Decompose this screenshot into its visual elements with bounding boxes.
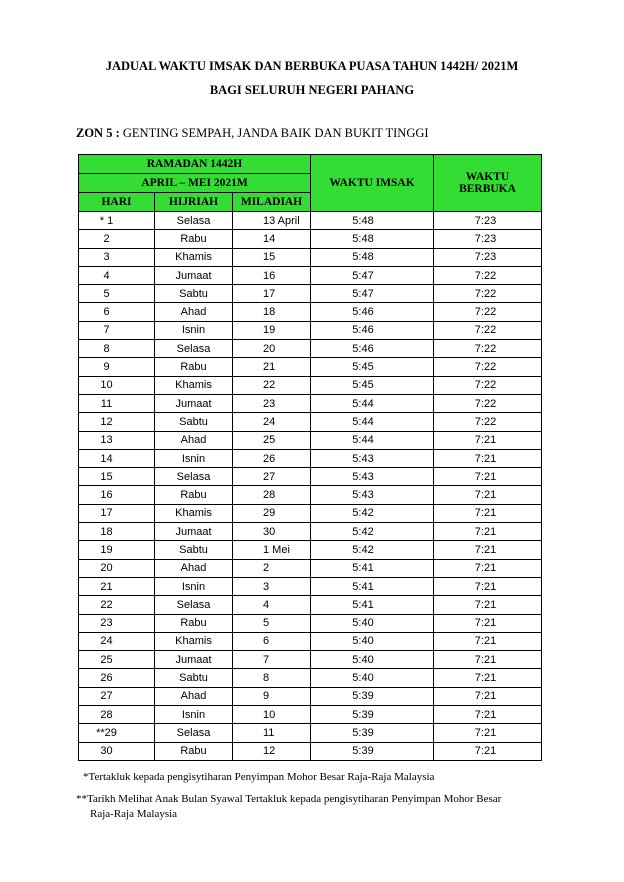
hijriah-cell: Jumaat: [155, 523, 233, 541]
zone-label: ZON 5 :: [76, 126, 120, 140]
table-row: [79, 468, 542, 486]
berbuka-cell: 7:22: [434, 303, 542, 321]
day-cell: 14: [79, 449, 155, 467]
header-hari: HARI: [79, 193, 155, 212]
day-cell: 2: [79, 230, 155, 248]
berbuka-cell: 7:21: [434, 559, 542, 577]
header-ramadan: RAMADAN 1442H: [79, 155, 311, 174]
berbuka-cell: 7:21: [434, 486, 542, 504]
berbuka-cell: 7:21: [434, 449, 542, 467]
day-cell: 26: [79, 669, 155, 687]
hijriah-cell: Selasa: [155, 468, 233, 486]
imsak-cell: 5:41: [311, 596, 434, 614]
hijriah-cell: Khamis: [155, 632, 233, 650]
hijriah-cell: Sabtu: [155, 541, 233, 559]
miladiah-cell: 8: [233, 669, 311, 687]
berbuka-cell: 7:22: [434, 394, 542, 412]
hijriah-cell: Selasa: [155, 340, 233, 358]
hijriah-cell: Rabu: [155, 742, 233, 760]
hijriah-cell: Ahad: [155, 431, 233, 449]
miladiah-cell: 9: [233, 687, 311, 705]
hijriah-cell: Ahad: [155, 303, 233, 321]
hijriah-cell: Ahad: [155, 559, 233, 577]
miladiah-cell: 28: [233, 486, 311, 504]
hijriah-cell: Isnin: [155, 577, 233, 595]
imsak-cell: 5:44: [311, 394, 434, 412]
day-cell: 6: [79, 303, 155, 321]
table-row: [79, 651, 542, 669]
imsak-cell: 5:43: [311, 486, 434, 504]
day-cell: 9: [79, 358, 155, 376]
berbuka-cell: 7:21: [434, 523, 542, 541]
miladiah-cell: 14: [233, 230, 311, 248]
imsak-cell: 5:43: [311, 468, 434, 486]
miladiah-cell: 12: [233, 742, 311, 760]
table-row: [79, 266, 542, 284]
imsak-cell: 5:42: [311, 523, 434, 541]
hijriah-cell: Jumaat: [155, 266, 233, 284]
miladiah-cell: 24: [233, 413, 311, 431]
table-row: [79, 669, 542, 687]
berbuka-cell: 7:22: [434, 413, 542, 431]
berbuka-cell: 7:21: [434, 651, 542, 669]
miladiah-cell: 6: [233, 632, 311, 650]
hijriah-cell: Khamis: [155, 504, 233, 522]
day-cell: 15: [79, 468, 155, 486]
miladiah-cell: 21: [233, 358, 311, 376]
miladiah-cell: 5: [233, 614, 311, 632]
berbuka-cell: 7:21: [434, 541, 542, 559]
table-row: [79, 431, 542, 449]
table-row: [79, 523, 542, 541]
berbuka-cell: 7:21: [434, 596, 542, 614]
table-row: [79, 577, 542, 595]
miladiah-cell: 10: [233, 706, 311, 724]
hijriah-cell: Rabu: [155, 230, 233, 248]
imsak-cell: 5:46: [311, 321, 434, 339]
hijriah-cell: Rabu: [155, 358, 233, 376]
footnote-2-line1: **Tarikh Melihat Anak Bulan Syawal Tertakluk kepada pengisytiharan Penyimpan Mohor Besar: [76, 793, 502, 805]
day-cell: 23: [79, 614, 155, 632]
berbuka-cell: 7:21: [434, 504, 542, 522]
berbuka-cell: 7:23: [434, 212, 542, 230]
hijriah-cell: Selasa: [155, 212, 233, 230]
day-cell: 28: [79, 706, 155, 724]
day-cell: 20: [79, 559, 155, 577]
hijriah-cell: Khamis: [155, 248, 233, 266]
day-cell: 17: [79, 504, 155, 522]
berbuka-cell: 7:22: [434, 266, 542, 284]
hijriah-cell: Ahad: [155, 687, 233, 705]
header-month: APRIL – MEI 2021M: [79, 174, 311, 193]
table-row: [79, 541, 542, 559]
day-cell: 19: [79, 541, 155, 559]
day-cell: 10: [79, 376, 155, 394]
berbuka-cell: 7:21: [434, 577, 542, 595]
schedule-table: [78, 154, 542, 761]
berbuka-cell: 7:21: [434, 669, 542, 687]
day-cell: 25: [79, 651, 155, 669]
page-title: JADUAL WAKTU IMSAK DAN BERBUKA PUASA TAHUN 1442H/ 2021M: [105, 59, 519, 73]
table-row: [79, 358, 542, 376]
table-row: [79, 504, 542, 522]
imsak-cell: 5:41: [311, 559, 434, 577]
table-row: [79, 340, 542, 358]
table-row: [79, 212, 542, 230]
day-cell: 7: [79, 321, 155, 339]
table-row: [79, 321, 542, 339]
imsak-cell: 5:48: [311, 248, 434, 266]
day-cell: 13: [79, 431, 155, 449]
day-cell: 27: [79, 687, 155, 705]
table-row: [79, 742, 542, 760]
header-miladiah: MILADIAH: [233, 193, 311, 212]
berbuka-cell: 7:21: [434, 431, 542, 449]
table-row: [79, 614, 542, 632]
page-subtitle: BAGI SELURUH NEGERI PAHANG: [209, 83, 415, 97]
header-berbuka-line1: WAKTU: [465, 171, 510, 183]
imsak-cell: 5:42: [311, 504, 434, 522]
berbuka-cell: 7:21: [434, 687, 542, 705]
table-row: [79, 303, 542, 321]
day-cell: * 1: [79, 212, 155, 230]
hijriah-cell: Isnin: [155, 321, 233, 339]
miladiah-cell: 3: [233, 577, 311, 595]
miladiah-cell: 25: [233, 431, 311, 449]
berbuka-cell: 7:21: [434, 742, 542, 760]
day-cell: 4: [79, 266, 155, 284]
imsak-cell: 5:40: [311, 614, 434, 632]
hijriah-cell: Sabtu: [155, 413, 233, 431]
hijriah-cell: Isnin: [155, 706, 233, 724]
table-row: [79, 596, 542, 614]
miladiah-cell: 22: [233, 376, 311, 394]
table-row: [79, 724, 542, 742]
hijriah-cell: Rabu: [155, 486, 233, 504]
imsak-cell: 5:42: [311, 541, 434, 559]
imsak-cell: 5:46: [311, 303, 434, 321]
table-row: [79, 394, 542, 412]
miladiah-cell: 29: [233, 504, 311, 522]
table-row: [79, 285, 542, 303]
berbuka-cell: 7:22: [434, 340, 542, 358]
day-cell: 12: [79, 413, 155, 431]
miladiah-cell: 7: [233, 651, 311, 669]
day-cell: 24: [79, 632, 155, 650]
berbuka-cell: 7:22: [434, 285, 542, 303]
berbuka-cell: 7:22: [434, 358, 542, 376]
imsak-cell: 5:44: [311, 413, 434, 431]
day-cell: **29: [79, 724, 155, 742]
miladiah-cell: 11: [233, 724, 311, 742]
miladiah-cell: 17: [233, 285, 311, 303]
table-row: [79, 449, 542, 467]
berbuka-cell: 7:23: [434, 248, 542, 266]
imsak-cell: 5:39: [311, 742, 434, 760]
day-cell: 22: [79, 596, 155, 614]
hijriah-cell: Selasa: [155, 724, 233, 742]
day-cell: 3: [79, 248, 155, 266]
miladiah-cell: 16: [233, 266, 311, 284]
hijriah-cell: Sabtu: [155, 285, 233, 303]
hijriah-cell: Jumaat: [155, 394, 233, 412]
hijriah-cell: Sabtu: [155, 669, 233, 687]
miladiah-cell: 15: [233, 248, 311, 266]
imsak-cell: 5:45: [311, 376, 434, 394]
miladiah-cell: 19: [233, 321, 311, 339]
day-cell: 8: [79, 340, 155, 358]
berbuka-cell: 7:23: [434, 230, 542, 248]
hijriah-cell: Khamis: [155, 376, 233, 394]
day-cell: 30: [79, 742, 155, 760]
zone-heading: [76, 126, 429, 141]
miladiah-cell: 2: [233, 559, 311, 577]
imsak-cell: 5:45: [311, 358, 434, 376]
miladiah-cell: 13 April: [233, 212, 311, 230]
berbuka-cell: 7:21: [434, 468, 542, 486]
imsak-cell: 5:41: [311, 577, 434, 595]
imsak-cell: 5:40: [311, 651, 434, 669]
berbuka-cell: 7:22: [434, 321, 542, 339]
table-row: [79, 687, 542, 705]
miladiah-cell: 20: [233, 340, 311, 358]
imsak-cell: 5:48: [311, 230, 434, 248]
table-row: [79, 559, 542, 577]
table-row: [79, 706, 542, 724]
table-row: [79, 486, 542, 504]
hijriah-cell: Selasa: [155, 596, 233, 614]
day-cell: 16: [79, 486, 155, 504]
hijriah-cell: Isnin: [155, 449, 233, 467]
table-row: [79, 230, 542, 248]
table-row: [79, 376, 542, 394]
miladiah-cell: 1 Mei: [233, 541, 311, 559]
miladiah-cell: 4: [233, 596, 311, 614]
day-cell: 11: [79, 394, 155, 412]
table-row: [79, 632, 542, 650]
imsak-cell: 5:43: [311, 449, 434, 467]
berbuka-cell: 7:21: [434, 632, 542, 650]
imsak-cell: 5:44: [311, 431, 434, 449]
miladiah-cell: 26: [233, 449, 311, 467]
berbuka-cell: 7:22: [434, 376, 542, 394]
imsak-cell: 5:47: [311, 285, 434, 303]
miladiah-cell: 27: [233, 468, 311, 486]
imsak-cell: 5:46: [311, 340, 434, 358]
header-hijriah: HIJRIAH: [155, 193, 233, 212]
imsak-cell: 5:39: [311, 706, 434, 724]
header-berbuka-line2: BERBUKA: [459, 183, 516, 195]
berbuka-cell: 7:21: [434, 724, 542, 742]
day-cell: 21: [79, 577, 155, 595]
berbuka-cell: 7:21: [434, 614, 542, 632]
footnote-1: *Tertakluk kepada pengisytiharan Penyimpan Mohor Besar Raja-Raja Malaysia: [83, 771, 435, 783]
miladiah-cell: 23: [233, 394, 311, 412]
table-row: [79, 248, 542, 266]
header-imsak: WAKTU IMSAK: [311, 155, 434, 212]
hijriah-cell: Rabu: [155, 614, 233, 632]
berbuka-cell: 7:21: [434, 706, 542, 724]
header-row-ramadan: [79, 155, 542, 174]
footnote-2-line2: Raja-Raja Malaysia: [90, 808, 178, 820]
miladiah-cell: 30: [233, 523, 311, 541]
imsak-cell: 5:40: [311, 632, 434, 650]
imsak-cell: 5:39: [311, 687, 434, 705]
imsak-cell: 5:40: [311, 669, 434, 687]
imsak-cell: 5:47: [311, 266, 434, 284]
zone-areas: GENTING SEMPAH, JANDA BAIK DAN BUKIT TINGGI: [119, 126, 429, 140]
header-berbuka: [434, 155, 542, 212]
imsak-cell: 5:48: [311, 212, 434, 230]
day-cell: 5: [79, 285, 155, 303]
day-cell: 18: [79, 523, 155, 541]
table-row: [79, 413, 542, 431]
imsak-cell: 5:39: [311, 724, 434, 742]
miladiah-cell: 18: [233, 303, 311, 321]
hijriah-cell: Jumaat: [155, 651, 233, 669]
